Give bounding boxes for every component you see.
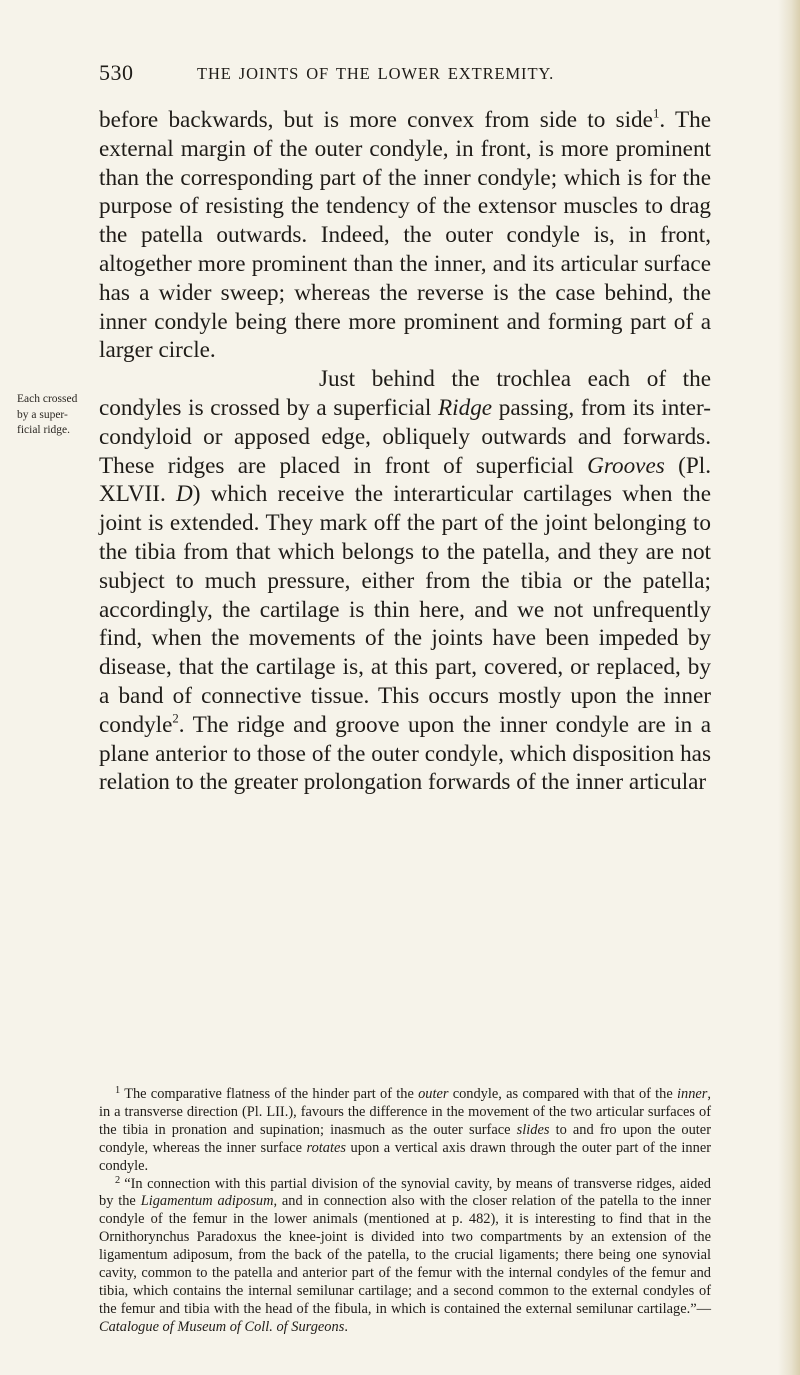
term-grooves: Grooves (587, 452, 665, 479)
body-text (99, 106, 711, 797)
footnote-italic: slides (516, 1121, 550, 1138)
footnote-mark: 1 (115, 1085, 121, 1097)
paragraph-text: (Pl. XLVII. (99, 452, 712, 508)
footnote-text: “In connection with this partial division of the synovial cavity, by means of transverse ridges, aided by the (99, 1175, 711, 1210)
page-header (99, 60, 709, 90)
footnote-italic: inner (677, 1086, 708, 1102)
footnote-text: . (344, 1318, 348, 1335)
footnote-text: to and fro upon the outer condyle, whereas the inner surface (99, 1121, 711, 1156)
margin-note-line: ficial ridge. (17, 424, 71, 436)
margin-note (17, 392, 97, 439)
paragraph-text: Just behind the trochlea each of the condyles is crossed by a superficial (99, 366, 711, 421)
footnote-italic: Catalogue of Museum of Coll. of Surgeons (99, 1318, 345, 1335)
footnote-text: upon a vertical axis drawn through the outer part of the inner condyle. (99, 1139, 711, 1174)
footnote-text: The comparative flatness of the hinder part of the (124, 1086, 419, 1102)
footnote-italic: Ligamentum adiposum (140, 1193, 274, 1210)
paragraph-text: before backwards, but is more convex from side to side (99, 107, 653, 133)
paragraph-text: passing, from its inter-condyloid or apposed edge, obliquely outwards and forwards. These ridges are placed in front of superficial (99, 394, 712, 479)
paragraph-text: ) which receive the interarticular cartilages when the joint is extended. They mark off the part of the joint belonging to the tibia from that which belongs to the patella, and they are not subject to much pressure, either from the tibia or the patella; accordingly, the cartilage is thin here, and we not unfrequently find, when the movements of the joints have been impeded by disease, that the cartilage is, at this part, covered, or replaced, by a band of connective tissue. This occurs mostly upon the inner condyle (99, 481, 711, 738)
footnote-text: , in a transverse direction (Pl. LII.), favours the difference in the movement of the two articular surfaces of the tibia in pronation and supination; inasmuch as the outer surface (99, 1086, 711, 1138)
running-head: THE JOINTS OF THE LOWER EXTREMITY. (197, 64, 555, 83)
footnote-1 (99, 1086, 711, 1176)
term-ridge: Ridge (438, 394, 493, 421)
paragraph-1 (99, 106, 711, 365)
margin-note-line: Each crossed (17, 393, 78, 405)
page-number: 530 (99, 60, 134, 85)
footnote-italic: rotates (306, 1139, 346, 1156)
footnote-italic: outer (418, 1086, 449, 1102)
footnote-ref-1: 1 (652, 106, 660, 121)
footnote-mark: 2 (115, 1174, 121, 1186)
paragraph-text: . The ridge and groove upon the inner condyle are in a plane anterior to those of the outer condyle, which disposition has relation to the greater prolongation forwards of the inner articular (99, 711, 711, 796)
paragraph-text: . The external margin of the outer condyle, in front, is more prominent than the corresponding part of the inner condyle; which is for the purpose of resisting the tendency of the extensor muscles to drag the patella outwards. Indeed, the outer condyle is, in front, altogether more prominent than the inner, and its articular surface has a wider sweep; whereas the reverse is the case behind, the inner condyle being there more prominent and forming part of a larger circle. (99, 107, 711, 364)
paragraph-2 (99, 365, 711, 797)
plate-letter: D (175, 481, 193, 508)
footnote-2 (99, 1176, 711, 1337)
footnote-text: , and in connection also with the closer relation of the patella to the inner condyle of the femur in the lower animals (mentioned at p. 482), it is interesting to find that in the Ornithorynchus Paradoxus the knee-joint is divided into two compartments by an extension of the ligamentum adiposum, from the back of the patella, to the crucial ligaments; there being one synovial cavity, common to the patella and anterior part of the femur with the internal condyles of the femur and tibia, which contains the internal semilunar cartilage; and a second common to the external condyles of the femur and tibia with the head of the fibula, in which is contained the external semilunar cartilage.”— (99, 1193, 711, 1317)
footnote-text: condyle, as compared with that of the (448, 1086, 677, 1102)
margin-note-line: by a super- (17, 408, 68, 421)
footnotes (99, 1086, 711, 1337)
footnote-ref-2: 2 (172, 711, 179, 726)
page-edge-shadow (778, 0, 800, 1375)
